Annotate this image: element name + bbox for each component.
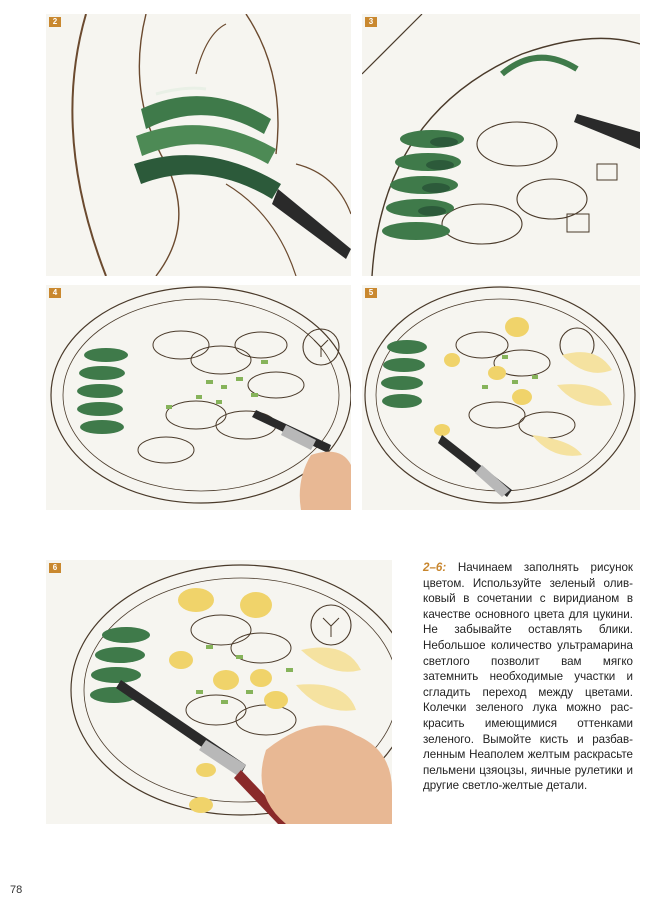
caption-text: Начинаем заполнять рисунок цветом. Используйте зеленый оливковый в сочетании с виридианом в качестве основного цвета для цукини. Не забывайте оставлять блики. Небольшое количество ультрамарина светлого позволит вам мягко затемнить необходимые участки и сгладить переход между цветами. Колечки зеленого лука можно раскрасить имеющимися оттенками зеленого. Вымойте кисть и разбавленным Неаполем желтым раскрасьте пельмени цзяоцзы, яичные рулетики и другие светло-желтые детали.	[423, 561, 633, 793]
step-badge: 2	[49, 17, 61, 27]
step-photo-5	[362, 285, 640, 510]
step-badge: 3	[365, 17, 377, 27]
step-4-illustration	[46, 285, 351, 510]
step-photo-3	[362, 14, 640, 276]
step-range-label: 2–6:	[423, 561, 447, 574]
step-5-illustration	[362, 285, 640, 510]
step-photo-6	[46, 560, 392, 824]
step-2-illustration	[46, 14, 351, 276]
step-3-illustration	[362, 14, 640, 276]
step-caption	[423, 560, 633, 794]
step-photo-2	[46, 14, 351, 276]
page-number: 78	[10, 884, 23, 896]
step-6-illustration	[46, 560, 392, 824]
step-badge: 6	[49, 563, 61, 573]
step-photo-4	[46, 285, 351, 510]
step-badge: 4	[49, 288, 61, 298]
step-badge: 5	[365, 288, 377, 298]
